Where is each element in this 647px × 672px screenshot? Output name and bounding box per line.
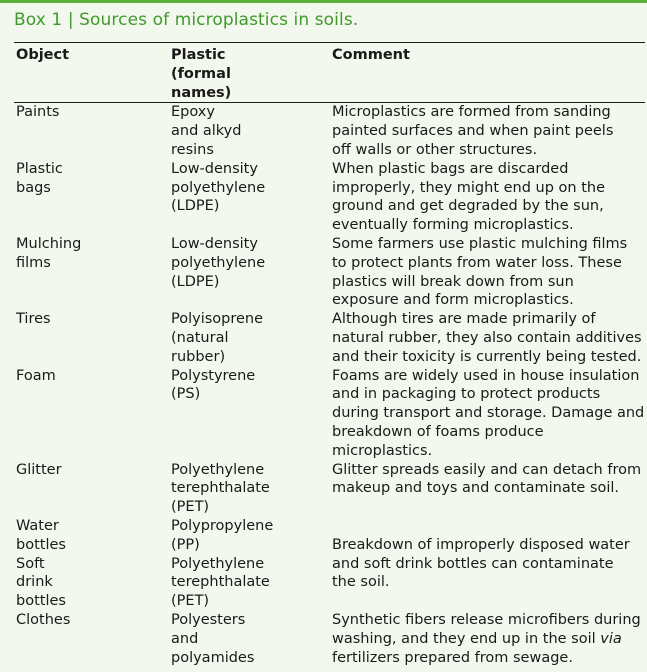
row-object: Paints [16, 104, 60, 121]
row-object: Water bottles Soft drink bottles [16, 517, 66, 610]
box-title: Box 1 | Sources of microplastics in soils. [14, 10, 359, 30]
row-comment: Breakdown of improperly disposed water and soft drink bottles can contaminate the soil. [332, 536, 630, 591]
sources-table [14, 42, 645, 667]
row-plastic: Polyesters and polyamides [171, 611, 255, 666]
row-object: Mulching films [16, 235, 82, 271]
row-comment: Foams are widely used in house insulation and in packaging to protect products during transport and storage. Damage and breakdown of foams produce microplastics. [332, 367, 645, 459]
table-header-row [14, 43, 645, 103]
header-comment: Comment [330, 43, 645, 103]
row-plastic: Low-density polyethylene (LDPE) [171, 160, 266, 215]
table-row [14, 310, 645, 366]
row-comment: Glitter spreads easily and can detach from makeup and toys and contaminate soil. [332, 461, 642, 497]
row-plastic: Polyethylene terephthalate (PET) [171, 461, 270, 516]
row-object: Plastic bags [16, 160, 63, 196]
row-comment: When plastic bags are discarded improperly, they might end up on the ground and get degraded by the sun, eventually forming microplastics. [332, 160, 606, 234]
row-plastic: Polystyrene (PS) [171, 367, 256, 403]
row-comment: Although tires are made primarily of natural rubber, they also contain additives and their toxicity is currently being tested. [332, 311, 642, 365]
comment-text: fertilizers prepared from sewage. [332, 649, 573, 666]
table-row [14, 235, 645, 310]
comment-text: Synthetic fibers release microfibers during washing, and they end up in the soil [332, 611, 641, 647]
header-plastic: Plastic (formal names) [169, 43, 330, 103]
header-object: Object [14, 43, 169, 103]
table-row [14, 103, 645, 160]
row-comment: Some farmers use plastic mulching films to protect plants from water loss. These plastics will break down from sun exposure and form microplastics. [332, 235, 628, 309]
row-object: Glitter [16, 461, 62, 478]
table-row [14, 461, 645, 517]
row-plastic: Epoxy and alkyd resins [171, 104, 242, 158]
row-plastic: Polypropylene (PP) Polyethylene terephthalate (PET) [171, 517, 274, 610]
row-object: Tires [16, 311, 51, 328]
table-row [14, 367, 645, 461]
table-row [14, 517, 645, 611]
comment-italic-word: via [600, 630, 622, 647]
row-object: Clothes [16, 611, 71, 628]
row-object: Foam [16, 367, 56, 384]
table-row [14, 160, 645, 235]
row-plastic: Low-density polyethylene (LDPE) [171, 235, 266, 290]
row-comment [330, 611, 645, 667]
row-plastic: Polyisoprene (natural rubber) [171, 311, 264, 365]
table-row [14, 611, 645, 667]
row-comment: Microplastics are formed from sanding painted surfaces and when paint peels off walls or other structures. [332, 104, 614, 158]
